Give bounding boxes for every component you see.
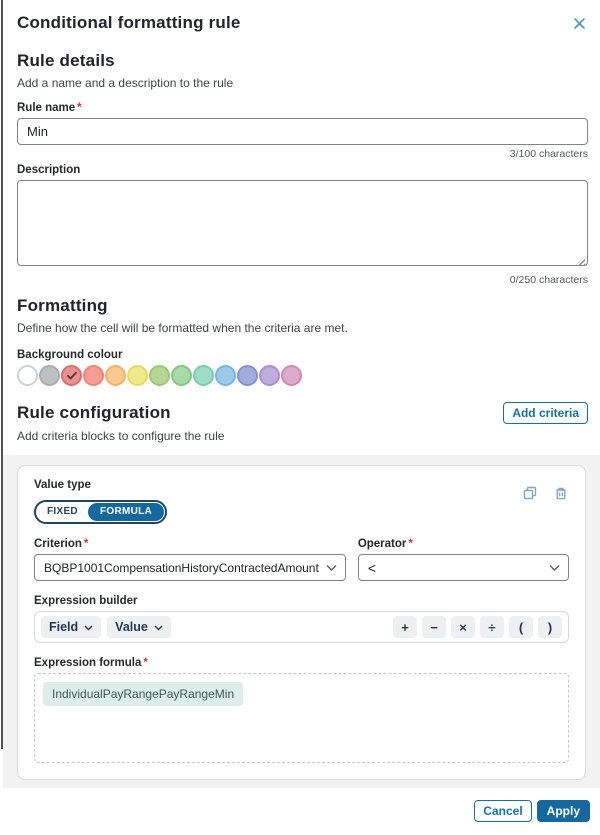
required-asterisk: * [77,102,82,114]
plus-operator-button[interactable]: + [393,616,417,638]
dialog-title: Conditional formatting rule [17,13,241,32]
multiply-operator-button[interactable]: × [451,616,475,638]
swatch-gray[interactable] [39,365,60,386]
expression-builder-label: Expression builder [34,595,138,607]
swatch-lavender[interactable] [259,365,280,386]
apply-button[interactable]: Apply [537,800,590,822]
dialog-footer [3,788,600,835]
rule-details-subtitle: Add a name and a description to the rule [17,76,234,90]
required-asterisk: * [143,657,148,669]
field-dropdown[interactable]: Field [41,616,101,638]
value-type-toggle [34,500,167,524]
rule-configuration-section [3,402,600,443]
copy-icon [523,489,538,504]
check-icon [66,371,77,380]
close-paren-button[interactable]: ) [538,616,562,638]
value-dropdown[interactable]: Value [107,616,171,638]
expression-builder-bar [34,611,569,643]
add-criteria-button[interactable]: Add criteria [503,402,588,424]
rule-details-heading: Rule details [17,51,115,70]
swatch-green[interactable] [171,365,192,386]
colour-swatch-row [17,365,588,386]
swatch-pink[interactable] [281,365,302,386]
criteria-card [17,465,586,780]
criterion-label: Criterion * [34,538,89,550]
swatch-periwinkle[interactable] [237,365,258,386]
conditional-formatting-dialog [1,0,600,818]
minus-operator-button[interactable]: − [422,616,446,638]
formatting-section [3,296,600,386]
operator-label: Operator * [357,538,413,550]
rule-name-label: Rule name * [17,102,82,114]
open-paren-button[interactable]: ( [509,616,533,638]
expression-formula-label: Expression formula * [34,657,148,669]
close-button[interactable] [571,15,588,32]
divide-operator-button[interactable]: ÷ [480,616,504,638]
delete-icon [554,489,568,504]
criterion-select[interactable]: BQBP1001CompensationHistoryContractedAmount [34,554,346,581]
expression-formula-box[interactable] [34,673,569,763]
required-asterisk: * [83,538,89,550]
formatting-heading: Formatting [17,296,108,315]
swatch-red[interactable] [61,365,82,386]
formatting-subtitle: Define how the cell will be formatted when the criteria are met. [17,321,348,335]
rule-name-counter: 3/100 characters [509,148,588,160]
chevron-down-icon [154,620,163,634]
swatch-orange[interactable] [105,365,126,386]
operator-select[interactable]: < [358,554,569,581]
close-icon [573,18,586,33]
description-textarea[interactable] [17,180,588,266]
duplicate-criteria-button[interactable] [522,485,539,502]
rule-details-section [3,51,600,286]
delete-criteria-button[interactable] [553,485,569,502]
cancel-button[interactable]: Cancel [474,800,531,822]
rule-configuration-subtitle: Add criteria blocks to configure the rule [17,429,225,443]
background-colour-label: Background colour [17,349,123,361]
dialog-header [3,0,600,33]
swatch-salmon[interactable] [83,365,104,386]
swatch-blue[interactable] [215,365,236,386]
criteria-region [3,455,600,788]
formula-token-chip[interactable]: IndividualPayRangePayRangeMin [43,682,243,706]
rule-name-input[interactable] [17,118,588,145]
chevron-down-icon [84,620,93,634]
swatch-yellow-green[interactable] [149,365,170,386]
required-asterisk: * [408,538,413,550]
value-type-label: Value type [34,479,91,491]
description-counter: 0/250 characters [509,274,588,286]
swatch-white[interactable] [17,365,38,386]
rule-configuration-heading: Rule configuration [17,403,171,422]
swatch-mint[interactable] [193,365,214,386]
toggle-option-fixed[interactable]: FIXED [47,506,78,517]
toggle-option-formula[interactable]: FORMULA [88,503,164,521]
description-label: Description [17,164,81,176]
swatch-yellow[interactable] [127,365,148,386]
